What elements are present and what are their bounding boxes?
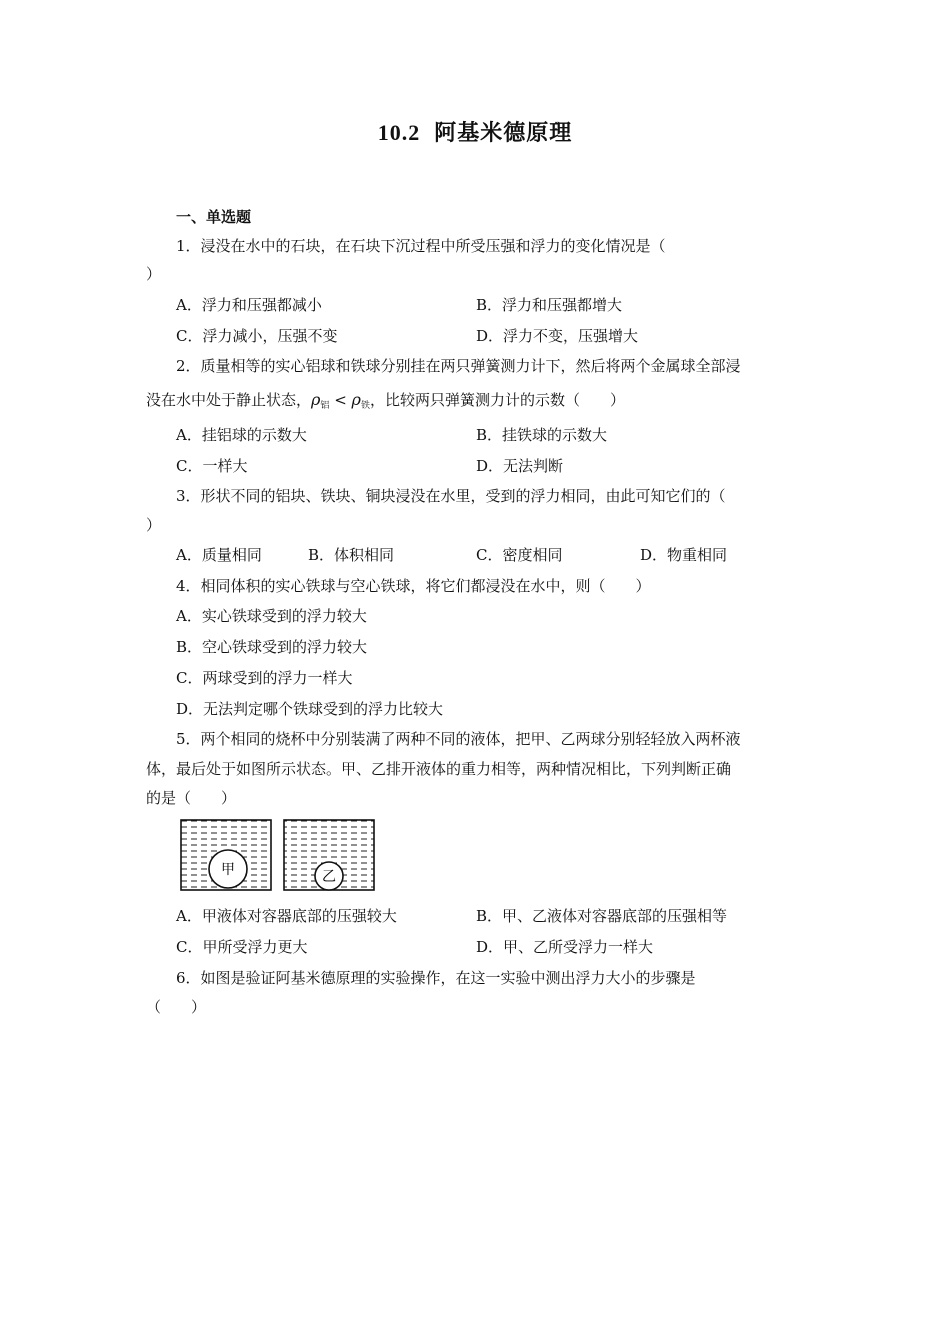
q4-option-c: C．两球受到的浮力一样大 (176, 669, 353, 687)
q5-stem-line1: 5．两个相同的烧杯中分别装满了两种不同的液体，把甲、乙两球分别轻轻放入两杯液 (176, 730, 741, 748)
q2-option-b: B．挂铁球的示数大 (476, 426, 608, 444)
rho-symbol: ρ (311, 390, 321, 409)
q2-stem-text-pre: 没在水中处于静止状态， (146, 391, 312, 409)
q5-stem-line3: 的是（ ） (146, 789, 237, 807)
q3-stem-line2: ） (146, 516, 162, 534)
q1-option-c: C．浮力减小，压强不变 (176, 327, 338, 345)
q4-option-a: A．实心铁球受到的浮力较大 (176, 607, 367, 625)
q5-option-c: C．甲所受浮力更大 (176, 938, 308, 956)
q1-option-a: A．浮力和压强都减小 (176, 296, 322, 314)
beaker-left (181, 820, 271, 890)
ball-yi-label: 乙 (322, 869, 336, 885)
q2-option-d: D．无法判断 (476, 457, 564, 475)
q3-option-d: D．物重相同 (640, 546, 728, 564)
q2-option-c: C．一样大 (176, 457, 248, 475)
q4-stem-line1: 4．相同体积的实心铁球与空心铁球，将它们都浸没在水中，则（ ） (176, 577, 651, 595)
q3-option-a: A．质量相同 (176, 546, 262, 564)
q5-option-a: A．甲液体对容器底部的压强较大 (176, 907, 397, 925)
q1-stem-line1: 1．浸没在水中的石块，在石块下沉过程中所受压强和浮力的变化情况是（ (176, 237, 666, 255)
rho-symbol: ρ (351, 390, 361, 409)
q3-option-c: C．密度相同 (476, 546, 563, 564)
page-title (0, 116, 950, 147)
q3-stem-line1: 3．形状不同的铝块、铁块、铜块浸没在水里，受到的浮力相同，由此可知它们的（ (176, 487, 726, 505)
q1-option-d: D．浮力不变，压强增大 (476, 327, 639, 345)
q5-stem-line2: 体，最后处于如图所示状态。甲、乙排开液体的重力相等，两种情况相比，下列判断正确 (146, 760, 732, 778)
q5-option-b: B．甲、乙液体对容器底部的压强相等 (476, 907, 728, 925)
q4-option-d: D．无法判定哪个铁球受到的浮力比较大 (176, 700, 444, 718)
subscript-iron: 铁 (360, 401, 370, 411)
q1-stem-line2: ） (146, 265, 162, 283)
q1-option-b: B．浮力和压强都增大 (476, 296, 623, 314)
beakers-figure (180, 818, 380, 892)
q3-option-b: B．体积相同 (308, 546, 395, 564)
title-number: 10.2 (377, 120, 421, 145)
beaker-right (284, 820, 374, 890)
q2-stem-line1: 2．质量相等的实心铝球和铁球分别挂在两只弹簧测力计下，然后将两个金属球全部浸 (176, 357, 741, 375)
q5-option-d: D．甲、乙所受浮力一样大 (476, 938, 654, 956)
q2-stem-text-post: ，比较两只弹簧测力计的示数（ ） (369, 391, 625, 409)
less-than-sign: < (329, 391, 352, 409)
q6-stem-line2: （ ） (146, 998, 207, 1016)
q6-stem-line1: 6．如图是验证阿基米德原理的实验操作，在这一实验中测出浮力大小的步骤是 (176, 969, 696, 987)
q2-option-a: A．挂铝球的示数大 (176, 426, 307, 444)
section-heading: 一、单选题 (176, 208, 252, 226)
subscript-aluminum: 铝 (320, 401, 330, 411)
q2-stem-line2 (146, 390, 625, 416)
q4-option-b: B．空心铁球受到的浮力较大 (176, 638, 368, 656)
title-text: 阿基米德原理 (434, 120, 573, 146)
ball-jia-label: 甲 (221, 862, 235, 878)
